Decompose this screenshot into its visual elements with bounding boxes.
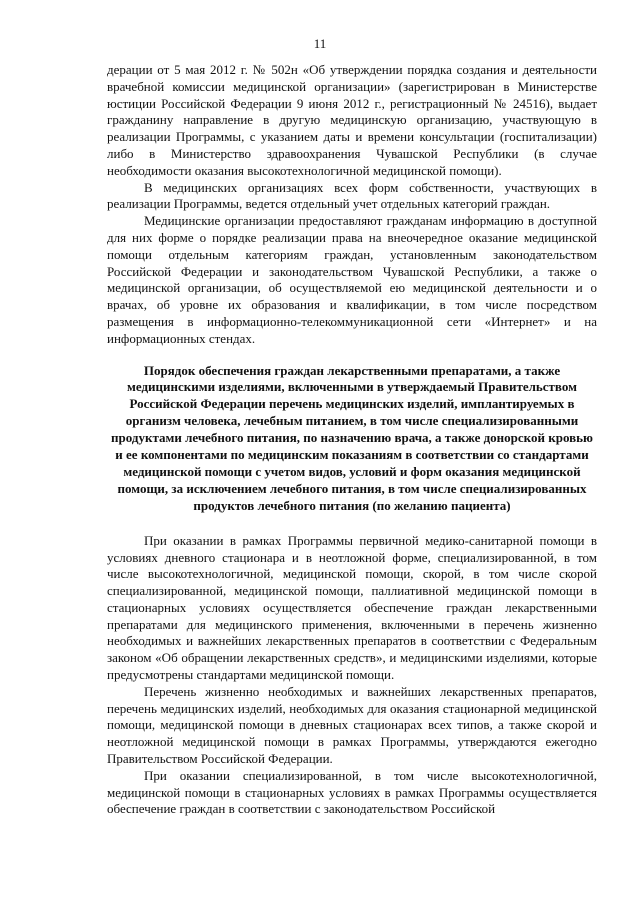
paragraph-separate-accounting: В медицинских организациях всех форм собственности, участвующих в реализации Программы, ведется отдельный учет отдельных категорий граждан.: [107, 179, 597, 212]
paragraph-drug-provision: При оказании в рамках Программы первичной медико-санитарной помощи в условиях дневного стационара и в неотложной форме, специализированной, в том числе высокотехнологичной, медицинской помощи, скорой, в том числе скорой специализированной, медицинской помощи, паллиативной медицинской помощи в стационарных условиях осуществляется обеспечение граждан лекарственными препаратами для медицинского применения, включенными в перечень жизненно необходимых и важнейших лекарственных препаратов в соответствии с Федеральным законом «Об обращении лекарственных средств», и медицинскими изделиями, которые предусмотрены стандартами медицинской помощи.: [107, 532, 597, 683]
section-heading: Порядок обеспечения граждан лекарственными препаратами, а также медицинскими изделиями, включенными в утверждаемый Правительством Российской Федерации перечень медицинских изделий, имплантируемых в организм человека, лечебным питанием, в том числе специализированными продуктами лечебного питания, по назначению врача, а также донорской кровью и ее компонентами по медицинским показаниям в соответствии со стандартами медицинской помощи с учетом видов, условий и форм оказания медицинской помощи, за исключением лечебного питания, в том числе специализированных продуктов лечебного питания (по желанию пациента): [111, 362, 593, 513]
paragraph-specialized-care: При оказании специализированной, в том числе высокотехнологичной, медицинской помощи в стационарных условиях в рамках Программы осуществляется обеспечение граждан в соответствии с законодательством Российской: [107, 767, 597, 817]
paragraph-drug-lists: Перечень жизненно необходимых и важнейших лекарственных препаратов, перечень медицинских изделий, необходимых для оказания стационарной медицинской помощи, медицинской помощи в дневных стационарах всех типов, а также скорой и неотложной медицинской помощи в рамках Программы, утверждаются ежегодно Правительством Российской Федерации.: [107, 683, 597, 767]
paragraph-information-provision: Медицинские организации предоставляют гражданам информацию в доступной для них форме о порядке реализации права на внеочередное оказание медицинской помощи отдельным категориям граждан, установленным законодательством Российской Федерации и законодательством Чувашской Республики, а также о медицинской организации, об осуществляемой ею медицинской деятельности и о врачах, об уровне их образования и квалификации, в том числе посредством размещения в информационно-телекоммуникационной сети «Интернет» и на информационных стендах.: [107, 213, 597, 346]
paragraph-continuation: дерации от 5 мая 2012 г. № 502н «Об утверждении порядка создания и деятельности врачебной комиссии медицинской организации» (зарегистрирован в Министерстве юстиции Российской Федерации 9 июня 2012 г., регистрационный № 24516), выдает гражданину направление в другую медицинскую организацию, участвующую в реализации Программы, с указанием даты и времени консультации (госпитализации) либо в Министерство здравоохранения Чувашской Республики (в случае необходимости оказания высокотехнологичной медицинской помощи).: [107, 62, 597, 178]
document-body: [107, 62, 597, 818]
page-number: 11: [313, 36, 327, 51]
